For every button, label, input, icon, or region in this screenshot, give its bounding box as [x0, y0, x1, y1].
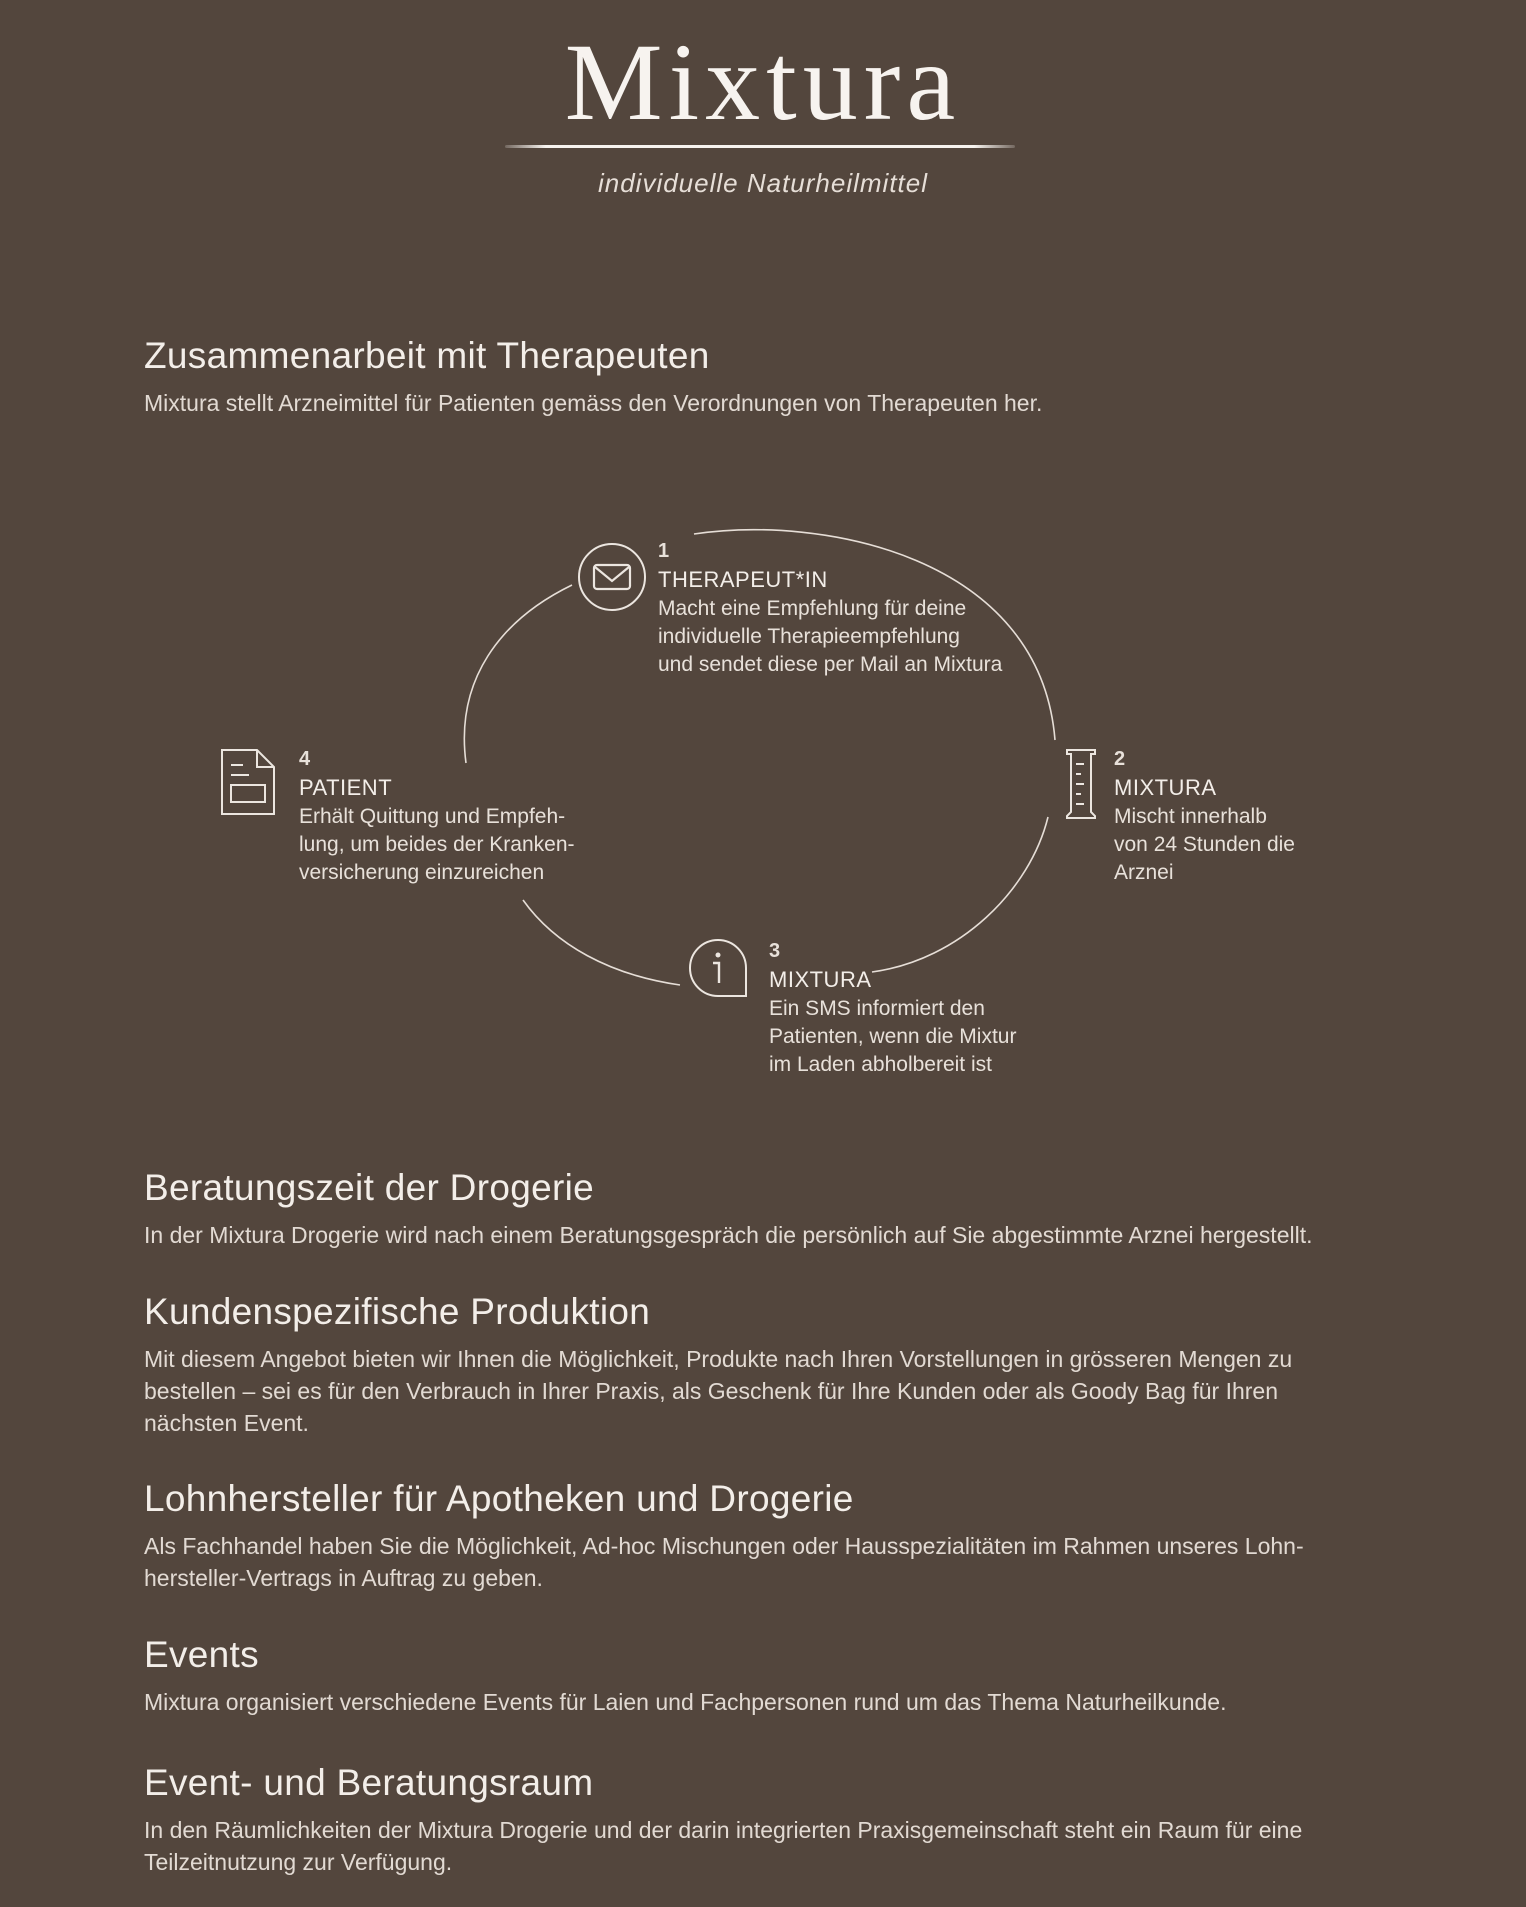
section-beratungszeit-title: Beratungszeit der Drogerie [144, 1167, 594, 1208]
step-2-number: 2 [1114, 748, 1126, 770]
section-lohnhersteller-line-1: Als Fachhandel haben Sie die Möglichkeit, Ad-hoc Mischungen oder Hausspezialitäten im Rahmen unseres Lohn- [144, 1533, 1304, 1559]
step-4 [299, 746, 599, 888]
measuring-cylinder-icon [1064, 746, 1098, 820]
document-icon [219, 747, 277, 817]
step-1-title: THERAPEUT*IN [658, 567, 828, 592]
step-1-desc-line-1: Macht eine Empfehlung für deine [658, 596, 967, 620]
step-3-desc-line-1: Ein SMS informiert den [769, 996, 985, 1020]
section-events-title: Events [144, 1634, 259, 1675]
step-3 [769, 938, 1069, 1080]
logo: Mixtura [564, 21, 962, 143]
section-produktion-title: Kundenspezifische Produktion [144, 1291, 651, 1332]
step-3-title: MIXTURA [769, 967, 872, 992]
section-event-beratungsraum [144, 1762, 1389, 1878]
arc-4-to-1 [464, 585, 572, 763]
section-produktion-line-2: bestellen – sei es für den Verbrauch in Ihrer Praxis, als Geschenk für Ihre Kunden oder als Goody Bag für Ihren [144, 1378, 1279, 1405]
step-3-desc-line-2: Patienten, wenn die Mixtur [769, 1025, 1017, 1049]
section-raum-line-1: In den Räumlichkeiten der Mixtura Drogerie und der darin integrierten Praxisgemeinschaft steht ein Raum für eine [144, 1817, 1303, 1843]
intro-title: Zusammenarbeit mit Therapeuten [144, 335, 710, 376]
section-events [144, 1634, 1389, 1718]
step-1-desc-line-2: individuelle Therapieempfehlung [658, 625, 960, 649]
section-events-line-1: Mixtura organisiert verschiedene Events für Laien und Fachpersonen rund um das Thema Naturheilkunde. [144, 1689, 1227, 1715]
section-lohnhersteller-title: Lohnhersteller für Apotheken und Drogerie [144, 1478, 854, 1519]
arc-1-to-2 [694, 530, 1055, 740]
step-2-desc-line-2: von 24 Stunden die [1114, 833, 1295, 857]
section-lohnhersteller [144, 1478, 1389, 1594]
section-produktion-line-3: nächsten Event. [144, 1410, 309, 1437]
step-4-number: 4 [299, 748, 311, 770]
step-2-desc-line-3: Arznei [1114, 861, 1174, 885]
step-1-number: 1 [658, 540, 670, 562]
step-2 [1114, 746, 1344, 888]
intro-section [144, 335, 1389, 419]
step-4-title: PATIENT [299, 775, 393, 800]
arc-3-to-4 [523, 900, 680, 985]
logo-underline [505, 145, 1015, 148]
section-raum-title: Event- und Beratungsraum [144, 1762, 594, 1803]
info-icon [687, 937, 749, 1001]
section-beratungszeit [144, 1167, 1389, 1251]
arc-2-to-3 [872, 817, 1048, 972]
section-lohnhersteller-line-2: hersteller-Vertrags in Auftrag zu geben. [144, 1565, 543, 1592]
step-3-number: 3 [769, 940, 781, 962]
section-raum-line-2: Teilzeitnutzung zur Verfügung. [144, 1849, 453, 1876]
step-1-desc-line-3: und sendet diese per Mail an Mixtura [658, 653, 1003, 677]
step-3-desc-line-3: im Laden abholbereit ist [769, 1053, 992, 1077]
intro-text: Mixtura stellt Arzneimittel für Patienten gemäss den Verordnungen von Therapeuten her. [144, 390, 1043, 416]
section-beratungszeit-line-1: In der Mixtura Drogerie wird nach einem Beratungsgespräch die persönlich auf Sie abgestimmte Arznei hergestellt. [144, 1222, 1313, 1248]
step-4-desc-line-2: lung, um beides der Kranken- [299, 833, 575, 857]
step-4-desc-line-1: Erhält Quittung und Empfeh- [299, 804, 566, 828]
step-1 [658, 538, 1018, 680]
section-kundenspezifische-produktion [144, 1291, 1389, 1440]
tagline: individuelle Naturheilmittel [597, 168, 929, 198]
step-2-desc-line-1: Mischt innerhalb [1114, 804, 1267, 828]
step-2-title: MIXTURA [1114, 775, 1217, 800]
step-4-desc-line-3: versicherung einzureichen [299, 861, 545, 885]
section-produktion-line-1: Mit diesem Angebot bieten wir Ihnen die Möglichkeit, Produkte nach Ihren Vorstellungen in grösseren Mengen zu [144, 1346, 1293, 1372]
mail-icon [576, 541, 648, 613]
